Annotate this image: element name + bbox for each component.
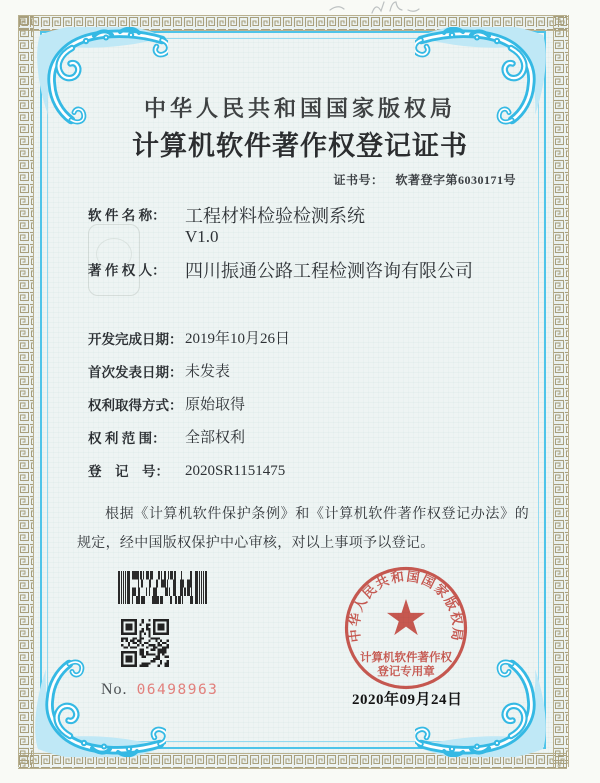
certificate-number-label: 证书号： [333, 173, 384, 187]
certificate-number-line [333, 171, 516, 188]
field-row-registration-number [88, 462, 285, 481]
seal-line1: 计算机软件著作权 [360, 652, 452, 664]
seal-ring-text: 中华人民共和国国家版权局 [346, 568, 466, 644]
field-label: 首次发表日期： [88, 365, 183, 380]
issuing-authority-title: 中华人民共和国国家版权局 [143, 96, 456, 121]
qr-code-icon [121, 619, 169, 667]
serial-number-label: No. [101, 681, 128, 698]
software-version: V1.0 [185, 227, 219, 246]
serial-number-line [101, 681, 218, 699]
field-label: 权 利 范 围： [88, 431, 166, 446]
field-label: 著 作 权 人： [88, 263, 166, 278]
field-value: 工程材料检验检测系统 [185, 206, 365, 226]
field-value: 四川振通公路工程检测咨询有限公司 [185, 261, 473, 281]
field-value: 全部权利 [185, 430, 246, 446]
registration-statement: 根据《计算机软件保护条例》和《计算机软件著作权登记办法》的规定，经中国版权保护中心审核，对以上事项予以登记。 [77, 507, 529, 551]
field-label: 权利取得方式： [88, 398, 183, 413]
certificate-title: 计算机软件著作权登记证书 [132, 131, 468, 161]
issue-date: 2020年09月24日 [352, 692, 463, 708]
pencil-marks [320, 0, 460, 22]
field-value: 原始取得 [185, 397, 246, 413]
field-row-rights-scope [88, 429, 245, 448]
field-row-copyright-owner [88, 261, 473, 282]
flourish-corner-bottom-left [34, 655, 166, 757]
certificate-number-value: 软著登字第6030171号 [395, 173, 516, 187]
official-red-seal-icon [342, 564, 470, 692]
field-value: 未发表 [185, 364, 231, 380]
pdf417-barcode-icon [118, 571, 208, 604]
field-label: 登 记 号： [88, 464, 169, 479]
serial-number-value: 06498963 [136, 682, 219, 698]
field-value: 2019年10月26日 [185, 331, 291, 347]
field-value: 2020SR1151475 [185, 463, 286, 479]
seal-line2: 登记专用章 [377, 666, 435, 678]
field-row-first-publish-date [88, 363, 230, 382]
seal-star-icon [387, 599, 425, 635]
field-row-rights-acquisition [88, 396, 245, 415]
field-row-dev-complete-date [88, 330, 290, 349]
field-row-software-name [88, 206, 365, 227]
field-label: 软 件 名 称： [88, 208, 166, 223]
field-label: 开发完成日期： [88, 332, 183, 347]
